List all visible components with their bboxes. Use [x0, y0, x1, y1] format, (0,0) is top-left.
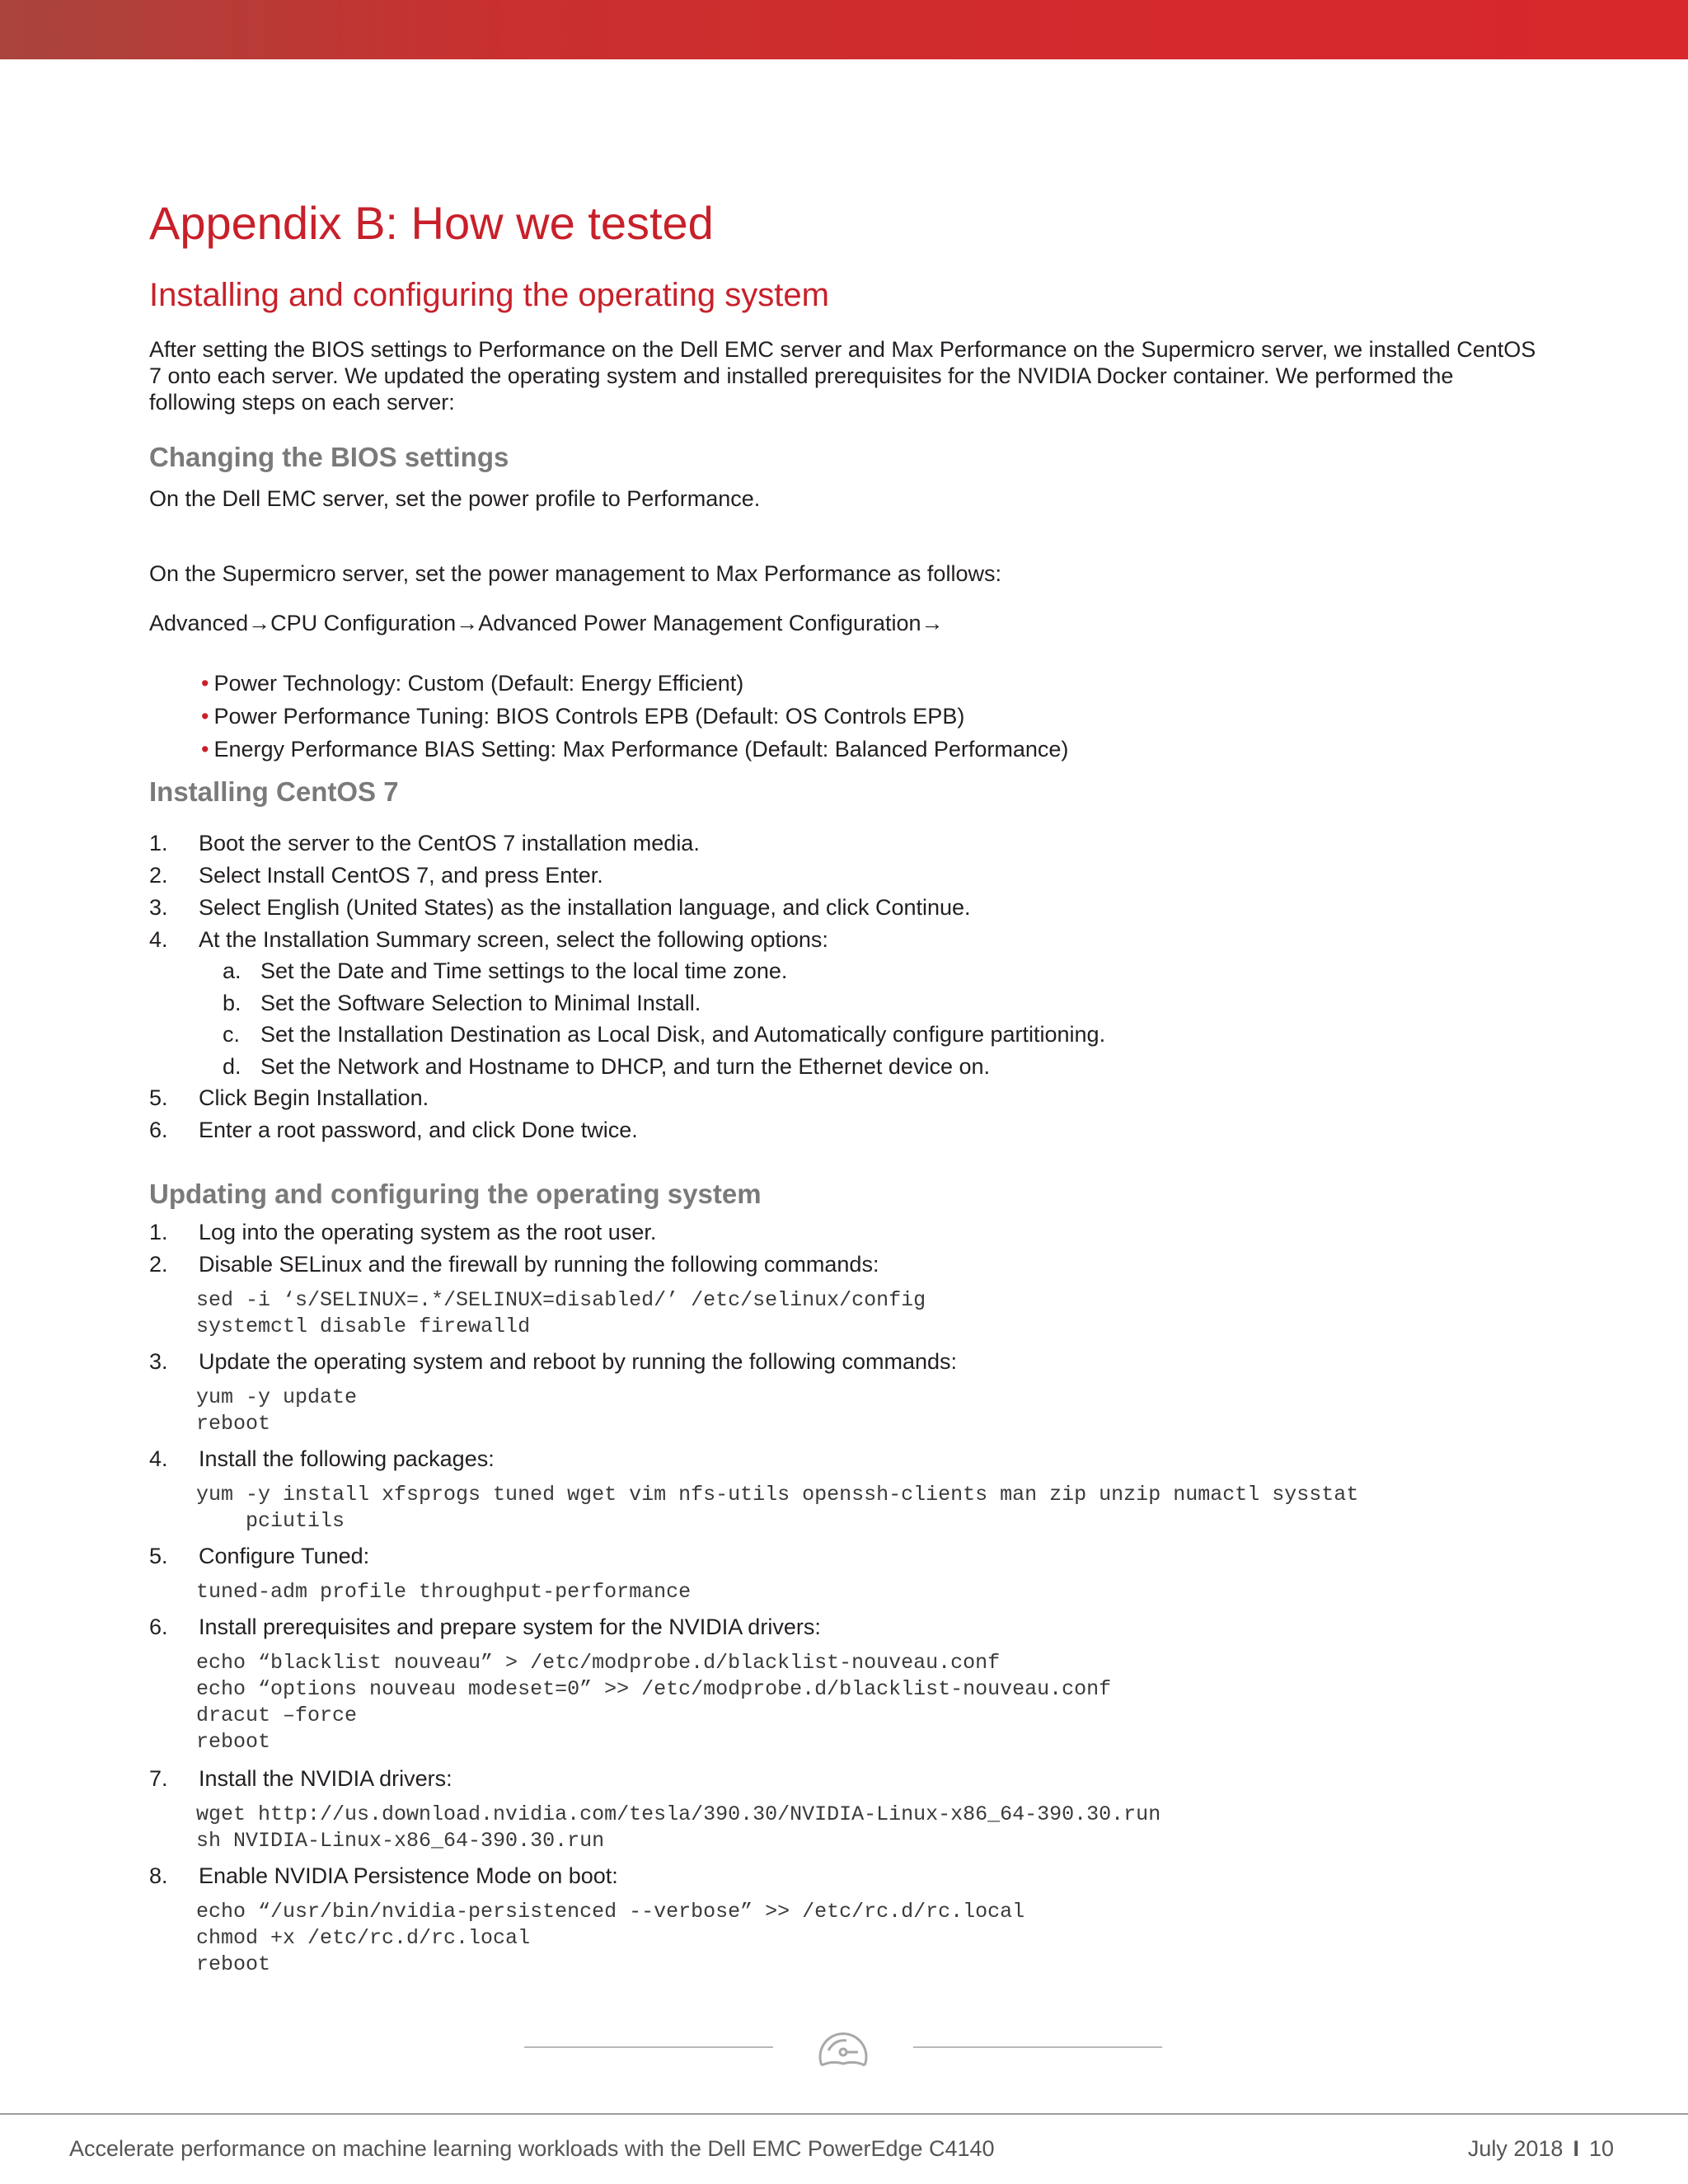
code-block: wget http://us.download.nvidia.com/tesla/390.30/NVIDIA-Linux-x86_64-390.30.run sh NVIDIA-Linux-x86_64-390.30.run: [196, 1802, 1161, 1853]
list-item: d. Set the Network and Hostname to DHCP, and turn the Ethernet device on.: [223, 1054, 991, 1079]
list-item: 4. Install the following packages:: [149, 1446, 495, 1471]
list-item: 5. Click Begin Installation.: [149, 1085, 429, 1110]
list-item: b. Set the Software Selection to Minimal Install.: [223, 991, 701, 1015]
header-bar: [0, 0, 1688, 59]
list-item: 2. Select Install CentOS 7, and press Enter.: [149, 863, 603, 888]
page-number: 10: [1588, 2136, 1614, 2161]
list-item: 3. Select English (United States) as the installation language, and click Continue.: [149, 895, 971, 920]
divider-right: [913, 2046, 1162, 2048]
bios-heading: Changing the BIOS settings: [149, 442, 509, 472]
code-block: yum -y install xfsprogs tuned wget vim nfs-utils openssh-clients man zip unzip numactl sysstat pciutils: [196, 1483, 1359, 1533]
list-item: • Power Performance Tuning: BIOS Controls EPB (Default: OS Controls EPB): [201, 704, 965, 729]
supermicro-bios-text: On the Supermicro server, set the power management to Max Performance as follows:: [149, 561, 1001, 586]
bios-settings-list: [201, 668, 1068, 767]
list-item: 8. Enable NVIDIA Persistence Mode on boot:: [149, 1863, 618, 1888]
list-item: 4. At the Installation Summary screen, select the following options:: [149, 927, 828, 952]
footer-rule: [0, 2113, 1688, 2115]
code-block: echo “blacklist nouveau” > /etc/modprobe.d/blacklist-nouveau.conf echo “options nouveau modeset=0” >> /etc/modprobe.d/blacklist-nouveau.conf dracut –force reboot: [196, 1651, 1112, 1754]
list-item: 7. Install the NVIDIA drivers:: [149, 1766, 452, 1791]
list-item: a. Set the Date and Time settings to the local time zone.: [223, 958, 788, 983]
section-title: Installing and configuring the operating system: [149, 277, 829, 313]
divider-left: [524, 2046, 773, 2048]
list-item: 5. Configure Tuned:: [149, 1544, 370, 1568]
list-item: 1. Log into the operating system as the root user.: [149, 1220, 657, 1244]
footer-title: Accelerate performance on machine learning workloads with the Dell EMC PowerEdge C4140: [69, 2136, 995, 2161]
os-heading: Updating and configuring the operating system: [149, 1179, 762, 1209]
code-block: sed -i ‘s/SELINUX=.*/SELINUX=disabled/’ /etc/selinux/config systemctl disable firewalld: [196, 1288, 926, 1338]
code-block: echo “/usr/bin/nvidia-persistenced --verbose” >> /etc/rc.d/rc.local chmod +x /etc/rc.d/rc.local reboot: [196, 1900, 1025, 1976]
bullet-icon: •: [201, 671, 209, 696]
list-item: 1. Boot the server to the CentOS 7 installation media.: [149, 831, 700, 855]
footer-separator: I: [1573, 2136, 1579, 2161]
list-item: 6. Install prerequisites and prepare system for the NVIDIA drivers:: [149, 1615, 821, 1639]
list-item: • Power Technology: Custom (Default: Energy Efficient): [201, 671, 744, 696]
bullet-icon: •: [201, 737, 209, 762]
code-block: yum -y update reboot: [196, 1385, 358, 1436]
bios-menu-path: Advanced→CPU Configuration→Advanced Power Management Configuration→: [149, 611, 944, 635]
bullet-icon: •: [201, 704, 209, 729]
list-item: c. Set the Installation Destination as Local Disk, and Automatically configure partitioning.: [223, 1022, 1106, 1047]
intro-paragraph: After setting the BIOS settings to Performance on the Dell EMC server and Max Performance on the Supermicro server, we installed CentOS 7 onto each server. We updated the operating system and installed prerequisites for the NVIDIA Docker container. We performed the following steps on each server:: [149, 337, 1536, 415]
page-title: Appendix B: How we tested: [149, 197, 714, 249]
principled-technologies-logo-icon: [812, 2022, 874, 2077]
list-item: 3. Update the operating system and reboot by running the following commands:: [149, 1349, 958, 1374]
list-item: 2. Disable SELinux and the firewall by running the following commands:: [149, 1252, 879, 1277]
list-item: 6. Enter a root password, and click Done twice.: [149, 1118, 638, 1142]
list-item: • Energy Performance BIAS Setting: Max Performance (Default: Balanced Performance): [201, 737, 1069, 762]
centos-heading: Installing CentOS 7: [149, 776, 399, 807]
footer-date: July 2018: [1467, 2136, 1564, 2161]
code-block: tuned-adm profile throughput-performance: [196, 1580, 692, 1604]
footer-page-info: [1468, 2136, 1614, 2162]
dell-bios-text: On the Dell EMC server, set the power profile to Performance.: [149, 486, 761, 511]
